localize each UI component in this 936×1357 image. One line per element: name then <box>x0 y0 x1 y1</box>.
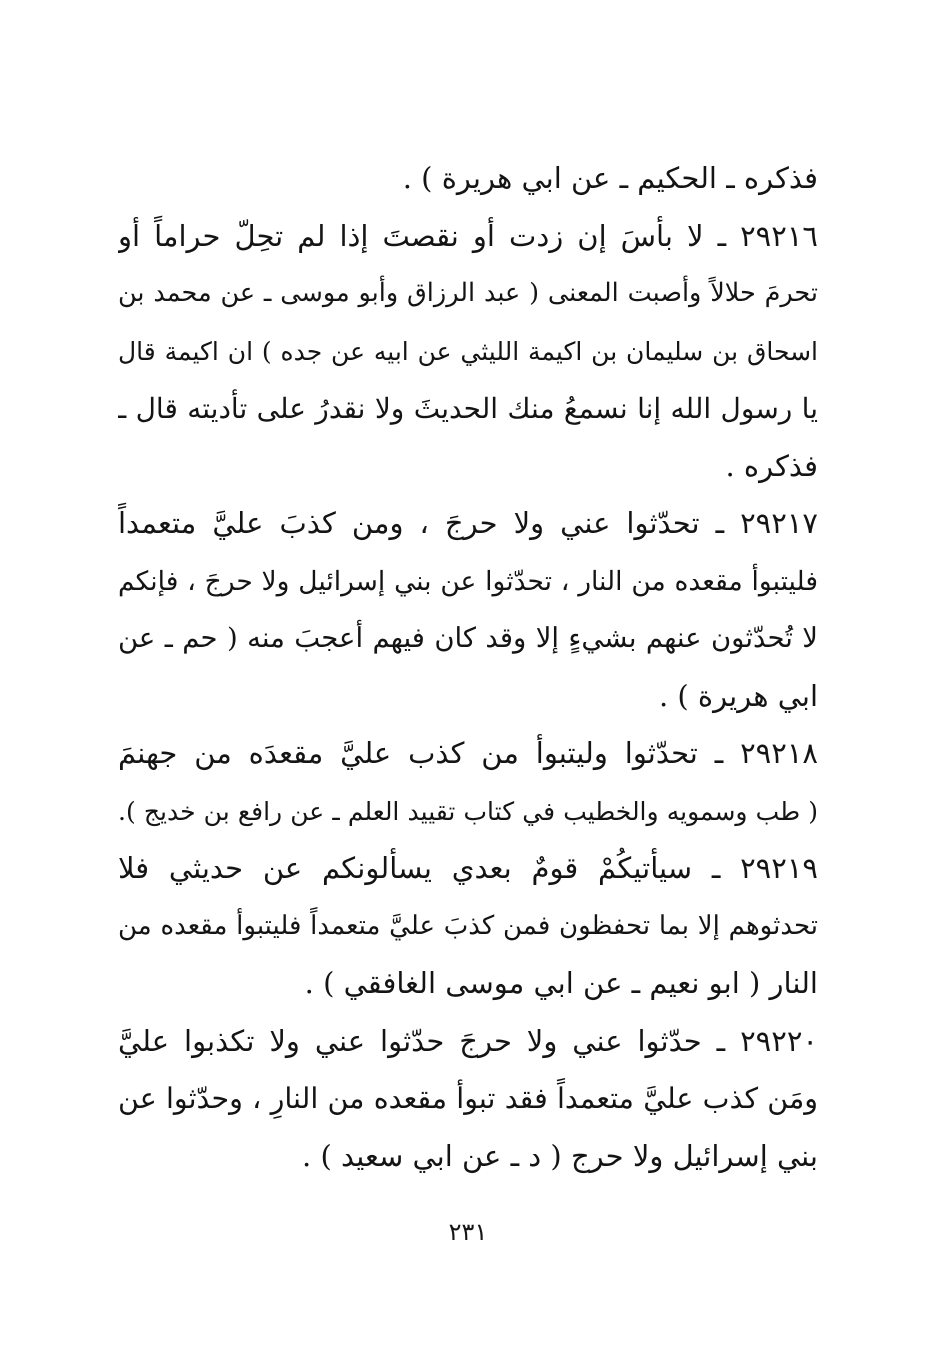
text-line: لا تُحدّثون عنهم بشيءٍ إلا وقد كان فيهم أعجبَ منه ( حم ـ عن <box>118 622 818 654</box>
text-line: فذكره . <box>725 448 818 483</box>
hadith-text-block <box>118 150 818 1185</box>
text-line: بني إسرائيل ولا حرج ( د ـ عن ابي سعيد ) . <box>302 1138 818 1173</box>
text-line: اسحاق بن سليمان بن اكيمة الليثي عن ابيه عن جده ) ان اكيمة قال <box>118 336 818 366</box>
text-line: ٢٩٢١٩ ـ سيأتيكُمْ قومٌ بعدي يسألونكم عن حديثي فلا <box>118 851 818 885</box>
text-line: ٢٩٢١٨ ـ تحدّثوا وليتبوأ من كذب عليَّ مقعدَه من جهنمَ <box>118 736 818 770</box>
text-line: ٢٩٢٢٠ ـ حدّثوا عني ولا حرجَ حدّثوا عني ولا تكذبوا عليَّ <box>118 1023 818 1058</box>
text-line: فذكره ـ الحكيم ـ عن ابي هريرة ) . <box>402 161 818 195</box>
text-line: يا رسول الله إنا نسمعُ منك الحديثَ ولا نقدرُ على تأديته قال ـ <box>118 392 818 425</box>
text-line: فليتبوأ مقعده من النار ، تحدّثوا عن بني إسرائيل ولا حرجَ ، فإنكم <box>118 565 818 597</box>
text-line: ومَن كذب عليَّ متعمداً فقد تبوأ مقعده من النارِ ، وحدّثوا عن <box>118 1082 818 1115</box>
page-number: ٢٣١ <box>448 1218 488 1246</box>
text-line: ( طب وسمويه والخطيب في كتاب تقييد العلم ـ عن رافع بن خديج ). <box>118 796 818 826</box>
text-line: النار ( ابو نعيم ـ عن ابي موسى الغافقي ) . <box>304 966 818 1000</box>
text-line: ابي هريرة ) . <box>658 678 818 713</box>
text-line: ٢٩٢١٦ ـ لا بأسَ إن زدت أو نقصتَ إذا لم تحِلّ حراماً أو <box>118 218 818 253</box>
text-line: تحرمَ حلالاً وأصبت المعنى ( عبد الرزاق وأبو موسى ـ عن محمد بن <box>118 278 818 308</box>
text-line: ٢٩٢١٧ ـ تحدّثوا عني ولا حرجَ ، ومن كذبَ عليَّ متعمداً <box>118 506 818 540</box>
text-line: تحدثوهم إلا بما تحفظون فمن كذبَ عليَّ متعمداً فليتبوأ مقعده من <box>118 910 818 941</box>
